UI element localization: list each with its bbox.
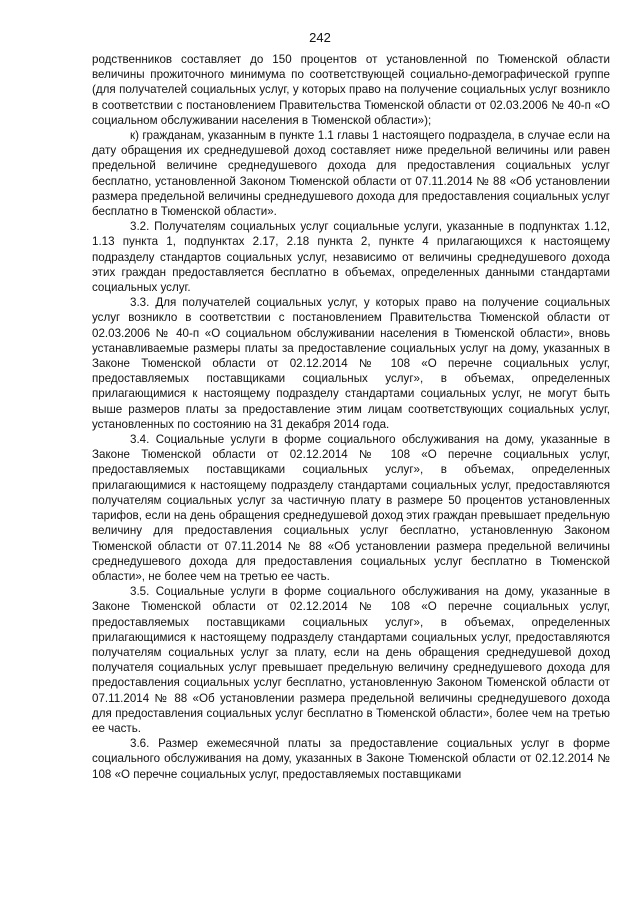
document-body: [92, 52, 610, 782]
paragraph-3-2: 3.2. Получателям социальных услуг социальные услуги, указанные в подпунктах 1.12, 1.13 пункта 1, подпунктах 2.17, 2.18 пункта 2, пункте 4 прилагающихся к настоящему подразделу стандартов социальных услуг, независимо от величины среднедушевого дохода этих граждан предоставляется бесплатно в объемах, определенных данными стандартами социальных услуг.: [92, 220, 610, 295]
paragraph-item-k: к) гражданам, указанным в пункте 1.1 главы 1 настоящего подраздела, в случае если на дату обращения их среднедушевой доход составляет ниже предельной величины или равен предельной величине среднедушевого дохода для предоставления социальных услуг бесплатно, установленной Законом Тюменской области от 07.11.2014 № 88 «Об установлении размера предельной величины среднедушевого дохода для предоставления социальных услуг бесплатно в Тюменской области».: [92, 129, 610, 219]
paragraph-3-4: 3.4. Социальные услуги в форме социального обслуживания на дому, указанные в Законе Тюменской области от 02.12.2014 № 108 «О перечне социальных услуг, предоставляемых поставщиками социальных услуг», в объемах, определенных прилагающимися к настоящему подразделу стандартами социальных услуг, предоставляются получателям социальных услуг за частичную плату в размере 50 процентов установленных тарифов, если на день обращения среднедушевой доход этих граждан превышает предельную величину для предоставления социальных услуг бесплатно, установленную Законом Тюменской области от 07.11.2014 № 88 «Об установлении размера предельной величины среднедушевого дохода для предоставления социальных услуг бесплатно в Тюменской области», не более чем на третью ее часть.: [92, 433, 610, 583]
paragraph-3-5: 3.5. Социальные услуги в форме социального обслуживания на дому, указанные в Законе Тюменской области от 02.12.2014 № 108 «О перечне социальных услуг, предоставляемых поставщиками социальных услуг», в объемах, определенных прилагающимися к настоящему подразделу стандартами социальных услуг, предоставляются получателям социальных услуг за плату, если на день обращения среднедушевой доход получателя социальных услуг превышает предельную величину среднедушевого дохода для предоставления социальных услуг бесплатно, установленную Законом Тюменской области от 07.11.2014 № 88 «Об установлении размера предельной величины среднедушевого дохода для предоставления социальных услуг бесплатно в Тюменской области», более чем на третью ее часть.: [92, 585, 610, 735]
paragraph-3-3: 3.3. Для получателей социальных услуг, у которых право на получение социальных услуг возникло в соответствии с постановлением Правительства Тюменской области от 02.03.2006 № 40-п «О социальном обслуживании населения в Тюменской области», вновь устанавливаемые размеры платы за предоставление социальных услуг на дому, указанных в Законе Тюменской области от 02.12.2014 № 108 «О перечне социальных услуг, предоставляемых поставщиками социальных услуг», в объемах, определенных прилагающимися к настоящему подразделу стандартами социальных услуг, не могут быть выше размеров платы за предоставление этим лицам соответствующих социальных услуг, установленных по состоянию на 31 декабря 2014 года.: [92, 296, 610, 431]
paragraph-3-6: 3.6. Размер ежемесячной платы за предоставление социальных услуг в форме социального обслуживания на дому, указанных в Законе Тюменской области от 02.12.2014 № 108 «О перечне социальных услуг, предоставляемых поставщиками: [92, 737, 610, 781]
page-number: 242: [309, 30, 331, 45]
paragraph-continuation: родственников составляет до 150 процентов от установленной по Тюменской области величины прожиточного минимума по соответствующей социально-демографической группе (для получателей социальных услуг, у которых право на получение социальных услуг возникло в соответствии с постановлением Правительства Тюменской области от 02.03.2006 № 40-п «О социальном обслуживании населения в Тюменской области»);: [92, 53, 610, 127]
